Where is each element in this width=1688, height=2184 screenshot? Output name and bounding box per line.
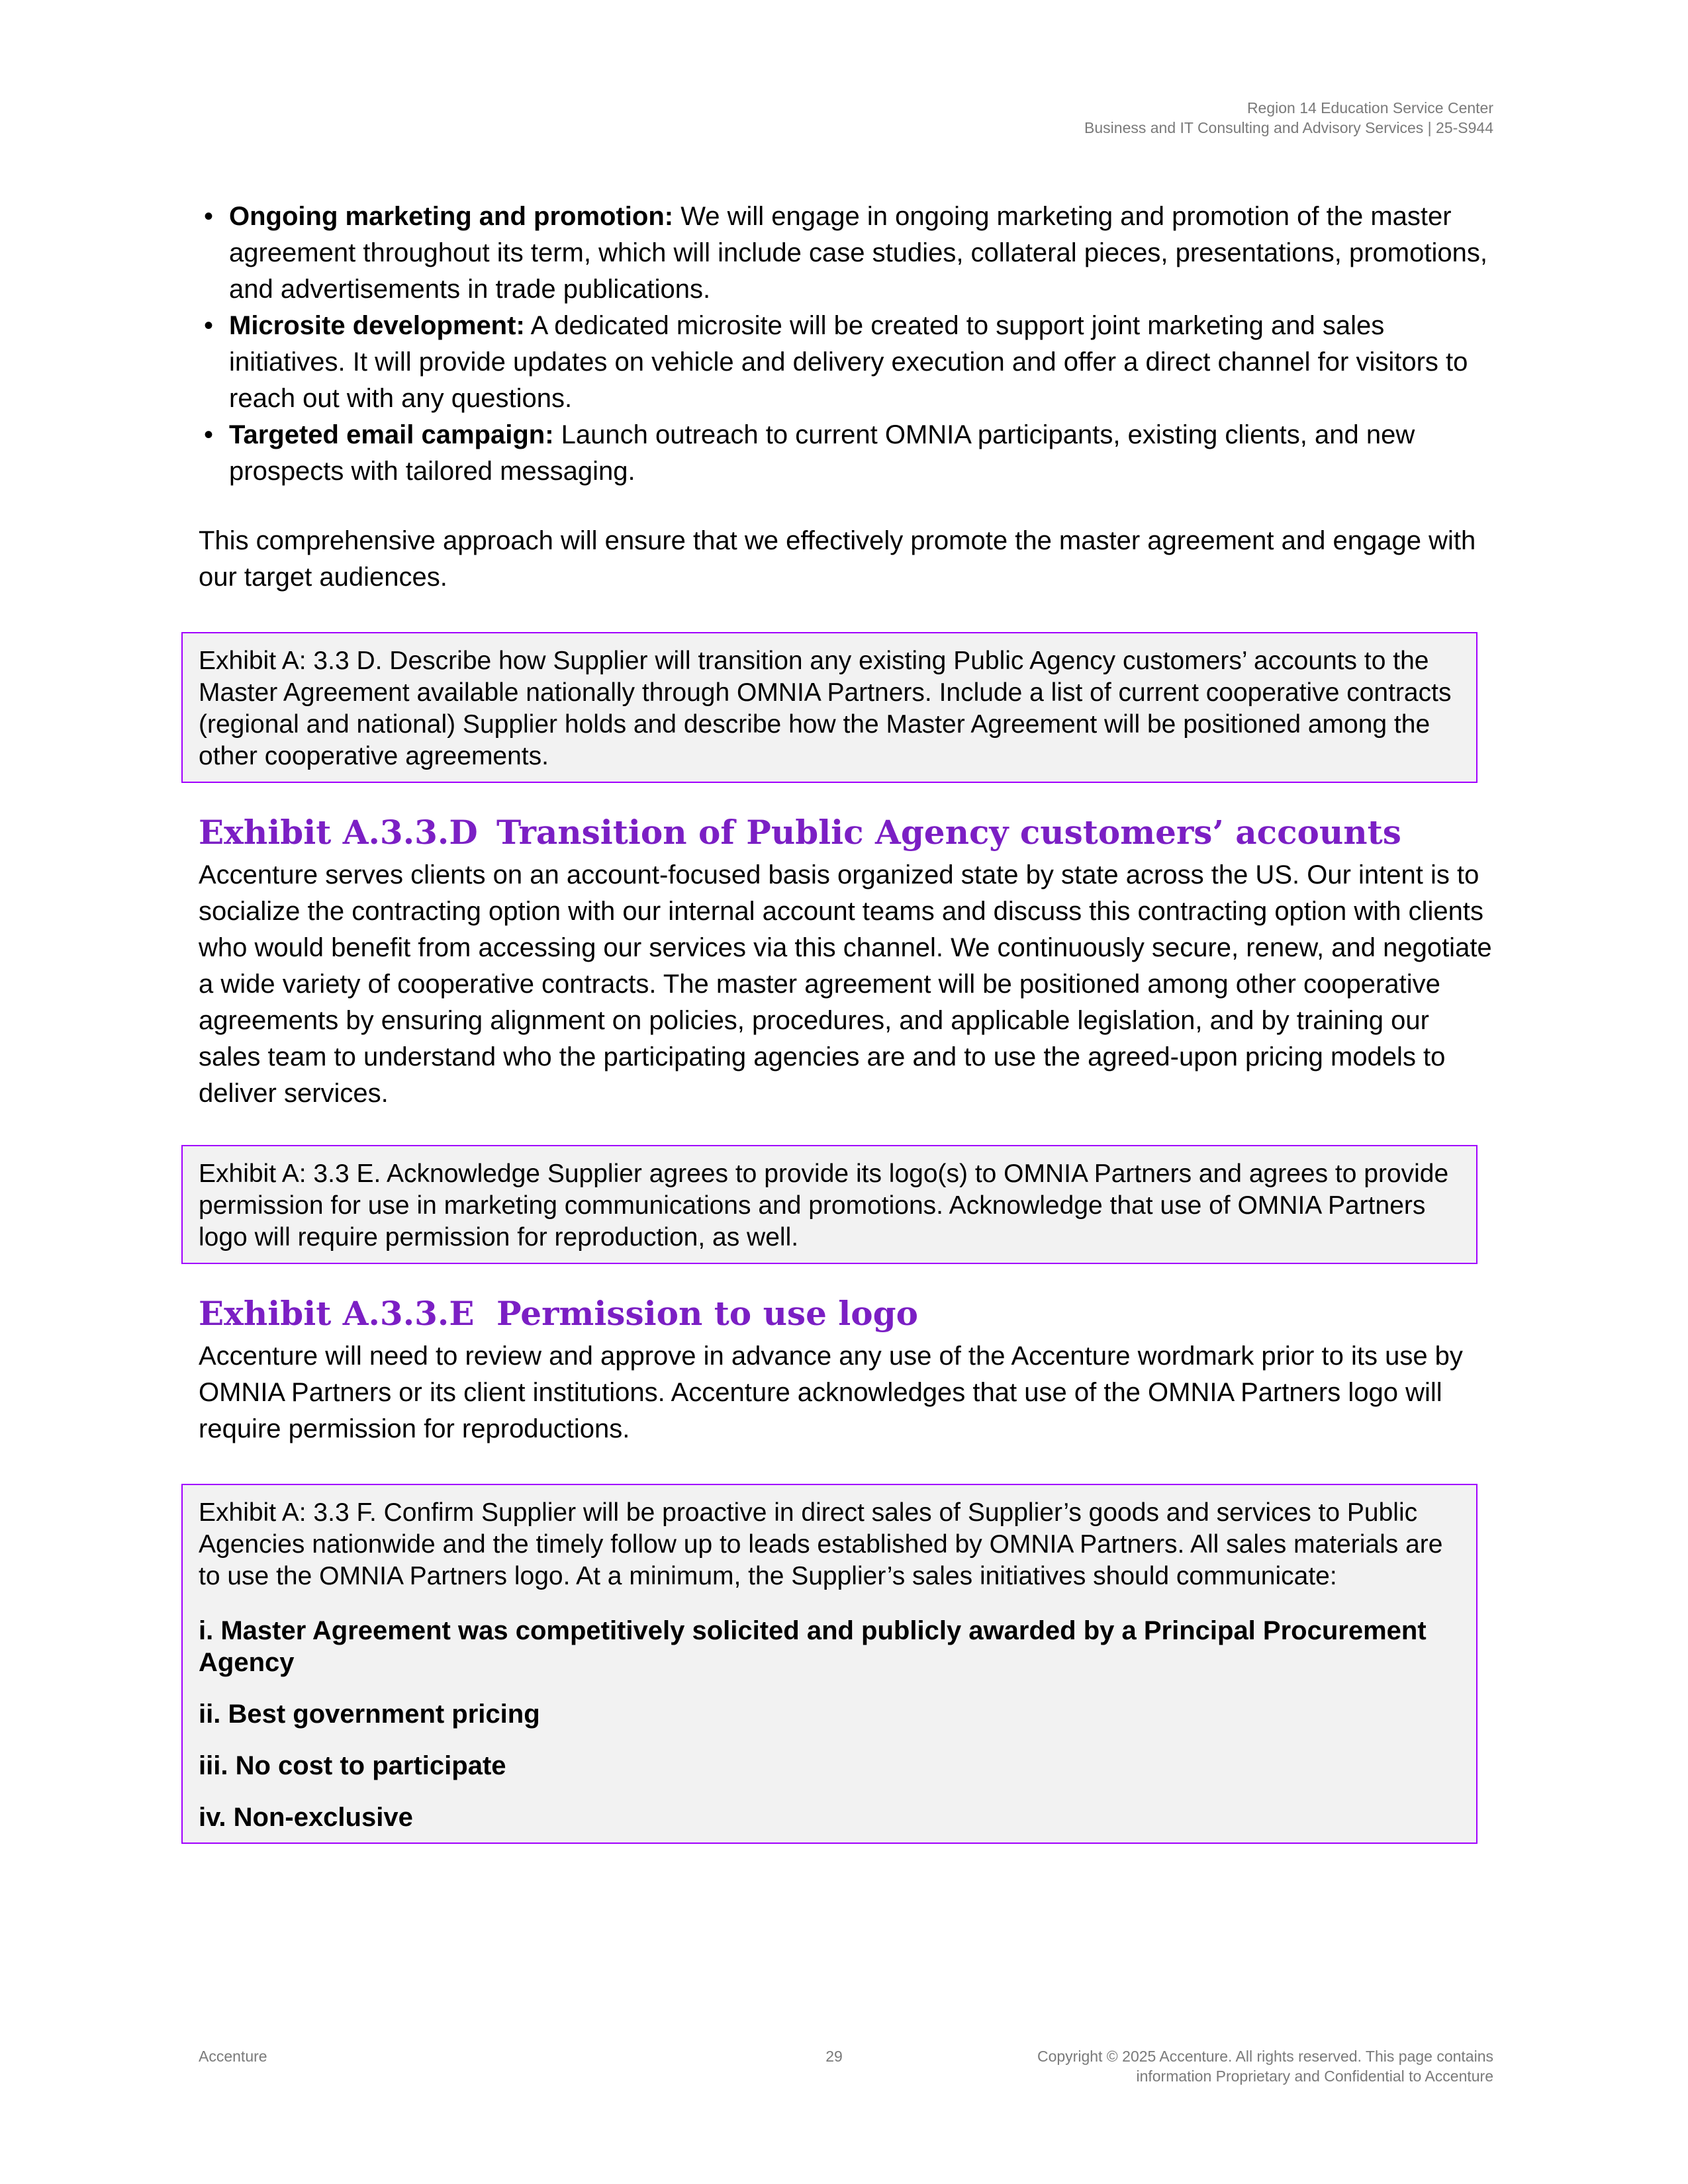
question-d-text: Exhibit A: 3.3 D. Describe how Supplier will transition any existing Public Agency customers’ accounts to the Master Agreement available nationally through OMNIA Partners. Include a list of current cooperative contracts (regional and national) Supplier holds and describe how the Master Agreement will be positioned among the other cooperative agreements. bbox=[199, 647, 1452, 770]
footer-company: Accenture bbox=[199, 2048, 267, 2065]
section-heading-e bbox=[199, 1293, 1496, 1334]
section-d-body: Accenture serves clients on an account-focused basis organized state by state across the US. Our intent is to socialize the contracting option with our internal account teams and discuss this contracting option with clients who would benefit from accessing our services via this channel. We continuously secure, renew, and negotiate a wide variety of cooperative contracts. The master agreement will be positioned among other cooperative agreements by ensuring alignment on policies, procedures, and applicable legislation, and by training our sales team to understand who the participating agencies are and to use the agreed-upon pricing models to deliver services. bbox=[199, 860, 1492, 1108]
section-e-body: Accenture will need to review and approve in advance any use of the Accenture wordmark prior to its use by OMNIA Partners or its client institutions. Accenture acknowledges that use of the OMNIA Partners logo will require permission for reproductions. bbox=[199, 1342, 1463, 1443]
list-item bbox=[199, 417, 1496, 490]
question-f-item: ii. Best government pricing bbox=[199, 1700, 540, 1729]
question-box-e bbox=[181, 1145, 1477, 1264]
bullet-text: We will engage in ongoing marketing and promotion of the master agreement throughout its term, which will include case studies, collateral pieces, presentations, promotions, and advertisements in trade publications. bbox=[229, 202, 1487, 304]
document-body bbox=[199, 199, 1496, 1844]
bullet-icon: • bbox=[203, 311, 213, 340]
page-header bbox=[1084, 98, 1493, 138]
section-e-title: Permission to use logo bbox=[496, 1294, 918, 1333]
closing-paragraph: This comprehensive approach will ensure that we effectively promote the master agreement and engage with our target audiences. bbox=[199, 526, 1476, 592]
question-f-item: iv. Non-exclusive bbox=[199, 1803, 413, 1832]
list-item bbox=[199, 308, 1496, 417]
bullet-lead: Targeted email campaign: bbox=[229, 420, 554, 449]
footer-page-number: 29 bbox=[825, 2048, 843, 2065]
section-e-number: Exhibit A.3.3.E bbox=[199, 1294, 475, 1333]
marketing-bullet-list bbox=[199, 199, 1496, 490]
header-organization: Region 14 Education Service Center bbox=[1246, 99, 1493, 116]
question-box-d bbox=[181, 632, 1477, 783]
header-rfp-title: Business and IT Consulting and Advisory Services | 25-S944 bbox=[1084, 119, 1493, 136]
question-e-text: Exhibit A: 3.3 E. Acknowledge Supplier agrees to provide its logo(s) to OMNIA Partners and agrees to provide permission for use in marketing communications and promotions. Acknowledge that use of OMNIA Partners logo will require permission for reproduction, as well. bbox=[199, 1160, 1449, 1251]
bullet-icon: • bbox=[203, 202, 213, 231]
bullet-icon: • bbox=[203, 420, 213, 449]
section-heading-d bbox=[199, 812, 1496, 853]
section-d-title: Transition of Public Agency customers’ accounts bbox=[496, 813, 1401, 852]
question-f-item: i. Master Agreement was competitively solicited and publicly awarded by a Principal Procurement Agency bbox=[199, 1616, 1427, 1677]
bullet-lead: Microsite development: bbox=[229, 311, 525, 340]
question-f-item: iii. No cost to participate bbox=[199, 1751, 506, 1780]
footer-copyright-line1: Copyright © 2025 Accenture. All rights reserved. This page contains bbox=[1037, 2048, 1493, 2065]
section-d-number: Exhibit A.3.3.D bbox=[199, 813, 478, 852]
footer-copyright-line2: information Proprietary and Confidential to Accenture bbox=[1136, 2068, 1493, 2085]
question-box-f bbox=[181, 1484, 1477, 1844]
footer-copyright bbox=[1037, 2046, 1493, 2086]
question-f-intro: Exhibit A: 3.3 F. Confirm Supplier will be proactive in direct sales of Supplier’s goods and services to Public Agencies nationwide and the timely follow up to leads established by OMNIA Partners. All sales materials are to use the OMNIA Partners logo. At a minimum, the Supplier’s sales initiatives should communicate: bbox=[199, 1498, 1443, 1590]
bullet-text: Launch outreach to current OMNIA participants, existing clients, and new prospects with tailored messaging. bbox=[229, 420, 1415, 486]
list-item bbox=[199, 199, 1496, 308]
bullet-text: A dedicated microsite will be created to support joint marketing and sales initiatives. It will provide updates on vehicle and delivery execution and offer a direct channel for visitors to reach out with any questions. bbox=[229, 311, 1468, 413]
bullet-lead: Ongoing marketing and promotion: bbox=[229, 202, 674, 231]
